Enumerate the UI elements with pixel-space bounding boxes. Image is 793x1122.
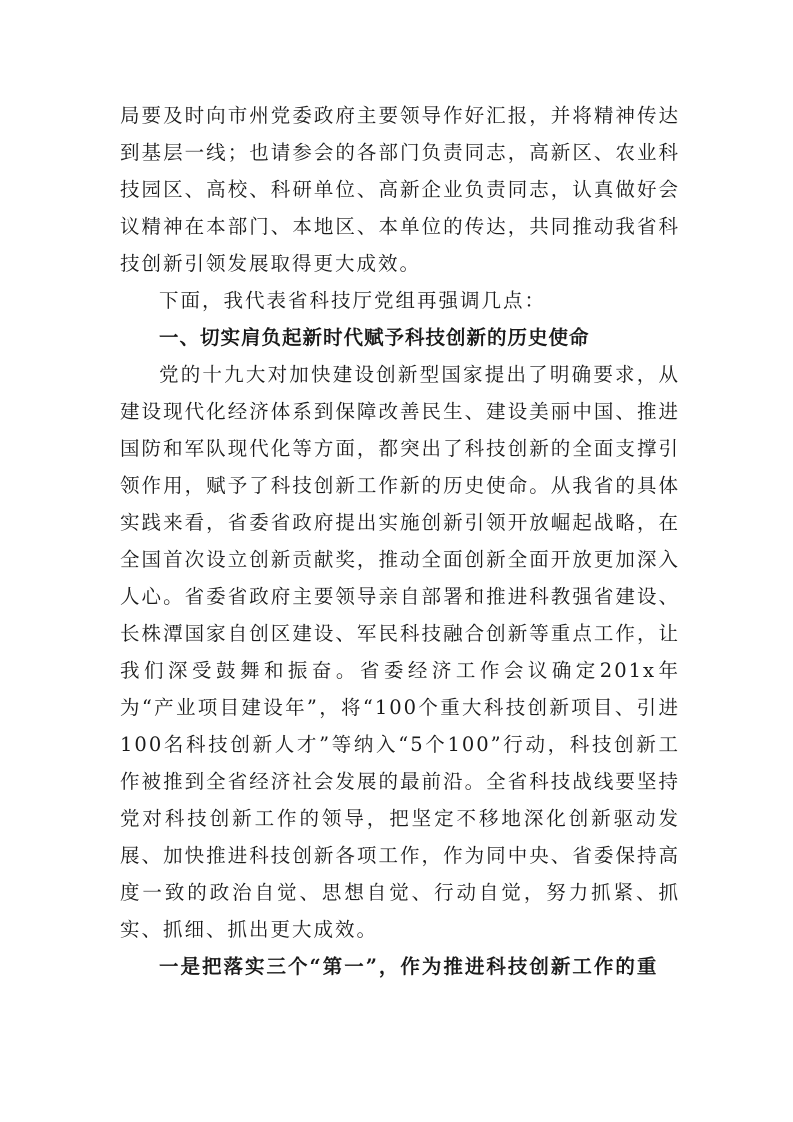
paragraph-continuation: 局要及时向市州党委政府主要领导作好汇报，并将精神传达到基层一线；也请参会的各部门负责同志，高新区、农业科技园区、高校、科研单位、高新企业负责同志，认真做好会议精神在本部门、本地区、本单位的传达，共同推动我省科技创新引领发展取得更大成效。 (120, 104, 680, 275)
section-heading: 一、切实肩负起新时代赋予科技创新的历史使命 (159, 326, 590, 349)
paragraph-intro: 下面，我代表省科技厅党组再强调几点： (159, 289, 547, 312)
document-body (120, 97, 680, 985)
paragraph-point-one: 一是把落实三个“第一”，作为推进科技创新工作的重 (159, 955, 659, 978)
paragraph-body: 党的十九大对加快建设创新型国家提出了明确要求，从建设现代化经济体系到保障改善民生、建设美丽中国、推进国防和军队现代化等方面，都突出了科技创新的全面支撑引领作用，赋予了科技创新工作新的历史使命。从我省的具体实践来看，省委省政府提出实施创新引领开放崛起战略，在全国首次设立创新贡献奖，推动全面创新全面开放更加深入人心。省委省政府主要领导亲自部署和推进科教强省建设、长株潭国家自创区建设、军民科技融合创新等重点工作，让我们深受鼓舞和振奋。省委经济工作会议确定201x年为“产业项目建设年”，将“100个重大科技创新项目、引进100名科技创新人才”等纳入“5个100”行动，科技创新工作被推到全省经济社会发展的最前沿。全省科技战线要坚持党对科技创新工作的领导，把坚定不移地深化创新驱动发展、加快推进科技创新各项工作，作为同中央、省委保持高度一致的政治自觉、思想自觉、行动自觉，努力抓紧、抓实、抓细、抓出更大成效。 (120, 363, 680, 941)
